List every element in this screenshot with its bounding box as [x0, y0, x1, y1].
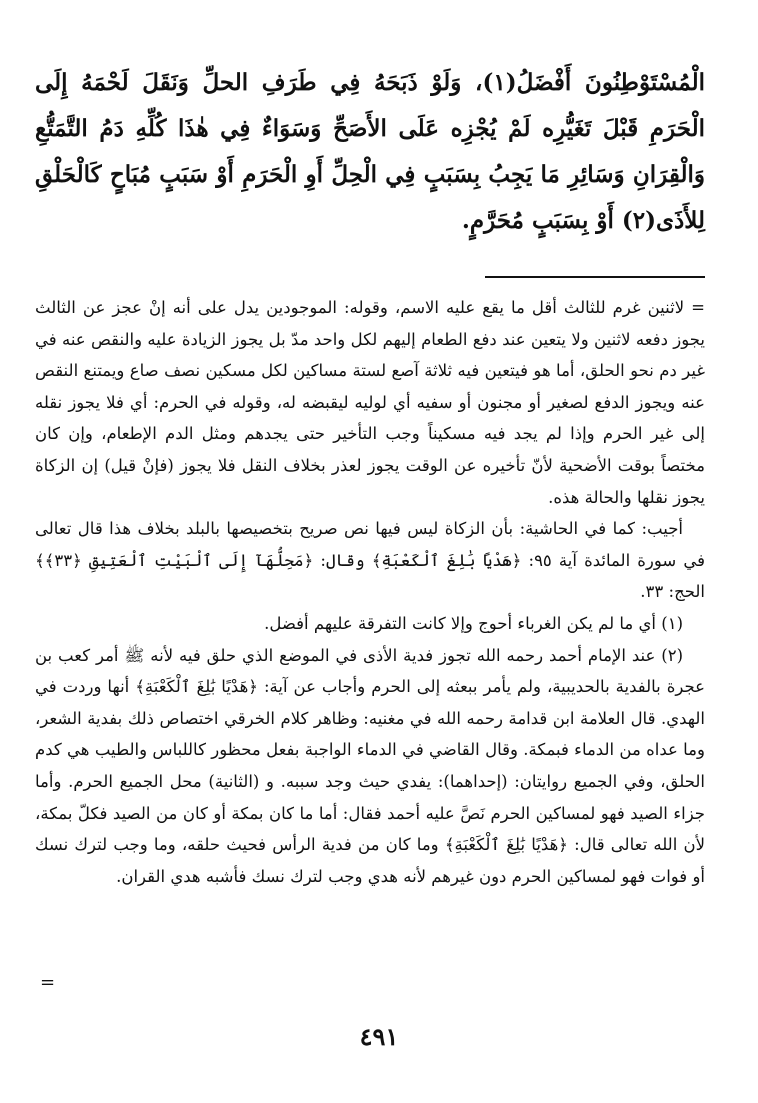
main-text: الْمُسْتَوْطِنُونَ أَفْضَلُ(١)، وَلَوْ ذَبَحَهُ فِي طَرَفِ الحلِّ وَنَقَلَ لَحْمَهُ إِلَى الْحَرَمِ قَبْلَ تَغَيُّرِه لَمْ يُجْزِه عَلَى الأَصَحِّ وَسَوَاءٌ فِي هٰذَا كُلِّهِ دَمُ التَّمَتُّعِ وَالْقِرَانِ وَسَائِرِ مَا يَجِبُ بِسَبَبٍ فِي الْحِلِّ أَوِ الْحَرَمِ أَوْ سَبَبٍ مُبَاحٍ كَالْحَلْقِ لِلأَذَى(٢) أَوْ بِسَبَبٍ مُحَرَّمٍ.: [35, 69, 705, 234]
footnote-divider: [485, 276, 705, 278]
page-content: [35, 60, 705, 892]
continuation-mark: =: [40, 972, 56, 993]
page-number: ٤٩١: [359, 1022, 399, 1051]
footnote-2: (٢) عند الإمام أحمد رحمه الله تجوز فدية الأذى في الموضع الذي حلق فيه لأنه ﷺ أمر كعب بن عجرة بالفدية بالحديبية، ولم يأمر ببعثه إلى الحرم وأجاب عن آية: ﴿هَدْيًا بَٰلِغَ ٱلْكَعْبَةِ﴾ أنها وردت في الهدي. قال العلامة ابن قدامة رحمه الله في مغنيه: وظاهر كلام الخرقي اختصاص ذلك بفدية الشعر، وما عداه من الدماء فبمكة. وقال القاضي في الدماء الواجبة بفعل محظور كاللباس والطيب هي كدم الحلق، وفي الجميع روايتان: (إحداهما): يفدي حيث وجد سببه. و (الثانية) محل الجميع الحرم. وأما جزاء الصيد فهو لمساكين الحرم نَصَّ عليه أحمد فقال: أما ما كان بمكة أو كان من الصيد فكلّ بمكة، لأن الله تعالى قال: ﴿هَدْيًا بَٰلِغَ ٱلْكَعْبَةِ﴾ وما كان من فدية الرأس فحيث حلقه، وما وجب لترك نسك أو فوات فهو لمساكين الحرم دون غيرهم لأنه هدي وجب لترك نسك فأشبه هدي القران.: [35, 645, 705, 886]
footnote-1: (١) أي ما لم يكن الغرباء أحوج وإلا كانت التفرقة عليهم أفضل.: [264, 613, 683, 633]
footnote-continuation: = لاثنين غرم للثالث أقل ما يقع عليه الاسم، وقوله: الموجودين يدل على أنه إنْ عجز عن الثالث يجوز دفعه لاثنين ولا يتعين عند دفع الطعام إليهم لكل واحد مدّ بل يجوز الزيادة عليه والنقص عنه في غير دم نحو الحلق، أما هو فيتعين فيه ثلاثة آصع لستة مساكين لكل مسكين نصف صاع ويمتنع النقص عنه ويجوز الدفع لصغير أو مجنون أو سفيه أي لوليه ليقبضه له، وقوله في الحرم: أي فلا يجوز نقله إلى غير الحرم وإذا لم يجد فيه مسكيناً وجب التأخير حتى يجدهم ومثل الدم الإطعام، وإن كان مختصاً بوقت الأضحية لأنّ تأخيره عن الوقت يجوز لعذر بخلاف النقل فلا يجوز (فإنْ قيل) إن الزكاة يجوز نقلها والحالة هذه.: [35, 298, 705, 507]
footnotes: [35, 292, 705, 892]
footnote-answer: أجيب: كما في الحاشية: بأن الزكاة ليس فيها نص صريح بتخصيصها بالبلد بخلاف هذا قال تعالى في سورة المائدة آية ٩٥: ﴿هَدْيًا بَٰلِغَ ٱلْكَعْبَةِ﴾ وقال: ﴿مَحِلُّهَآ إِلَى ٱلْبَيْتِ ٱلْعَتِيقِ ﴿٣٣﴾﴾ الحج: ٣٣.: [35, 519, 706, 602]
